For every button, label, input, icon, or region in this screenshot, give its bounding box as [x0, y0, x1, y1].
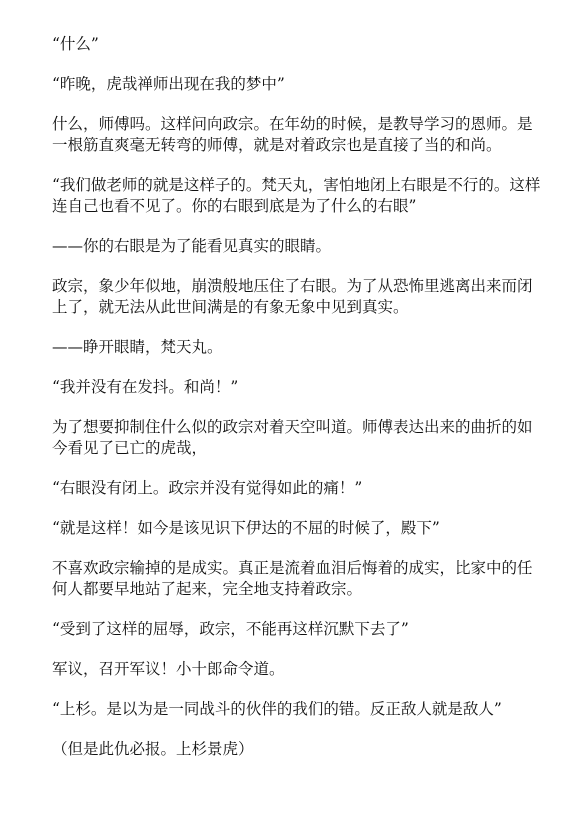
paragraph: “什么”	[52, 35, 99, 53]
paragraph: “右眼没有闭上。政宗并没有觉得如此的痛！”	[52, 479, 363, 497]
paragraph: “就是这样！如今是该见识下伊达的不屈的时候了，殿下”	[52, 519, 440, 537]
paragraph: 军议，召开军议！小十郎命令道。	[52, 660, 285, 678]
paragraph: “我们做老师的就是这样子的。梵天丸，害怕地闭上右眼是不行的。这样连自己也看不见了。你的右眼到底是为了什么的右眼”	[52, 176, 541, 215]
paragraph: ——睁开眼睛，梵天丸。	[52, 338, 223, 356]
paragraph: 政宗，象少年似地，崩溃般地压住了右眼。为了从恐怖里逃离出来而闭上了，就无法从此世间满是的有象无象中见到真实。	[52, 277, 533, 316]
paragraph: “受到了这样的屈辱，政宗，不能再这样沉默下去了”	[52, 620, 409, 638]
paragraph: （但是此仇必报。上杉景虎）	[52, 740, 254, 758]
paragraph: “昨晚，虎哉禅师出现在我的梦中”	[52, 75, 285, 93]
paragraph: 不喜欢政宗输掉的是成实。真正是流着血泪后悔着的成实，比家中的任何人都要早地站了起来，完全地支持着政宗。	[52, 559, 533, 598]
paragraph: ——你的右眼是为了能看见真实的眼睛。	[52, 237, 332, 255]
document-body	[52, 34, 542, 779]
paragraph: “上杉。是以为是一同战斗的伙伴的我们的错。反正敌人就是敌人”	[52, 700, 502, 718]
paragraph: 什么，师傅吗。这样问向政宗。在年幼的时候，是教导学习的恩师。是一根筋直爽毫无转弯的师傅，就是对着政宗也是直接了当的和尚。	[52, 115, 533, 154]
paragraph: “我并没有在发抖。和尚！”	[52, 378, 239, 396]
paragraph: 为了想要抑制住什么似的政宗对着天空叫道。师傅表达出来的曲折的如今看见了已亡的虎哉，	[52, 418, 533, 457]
